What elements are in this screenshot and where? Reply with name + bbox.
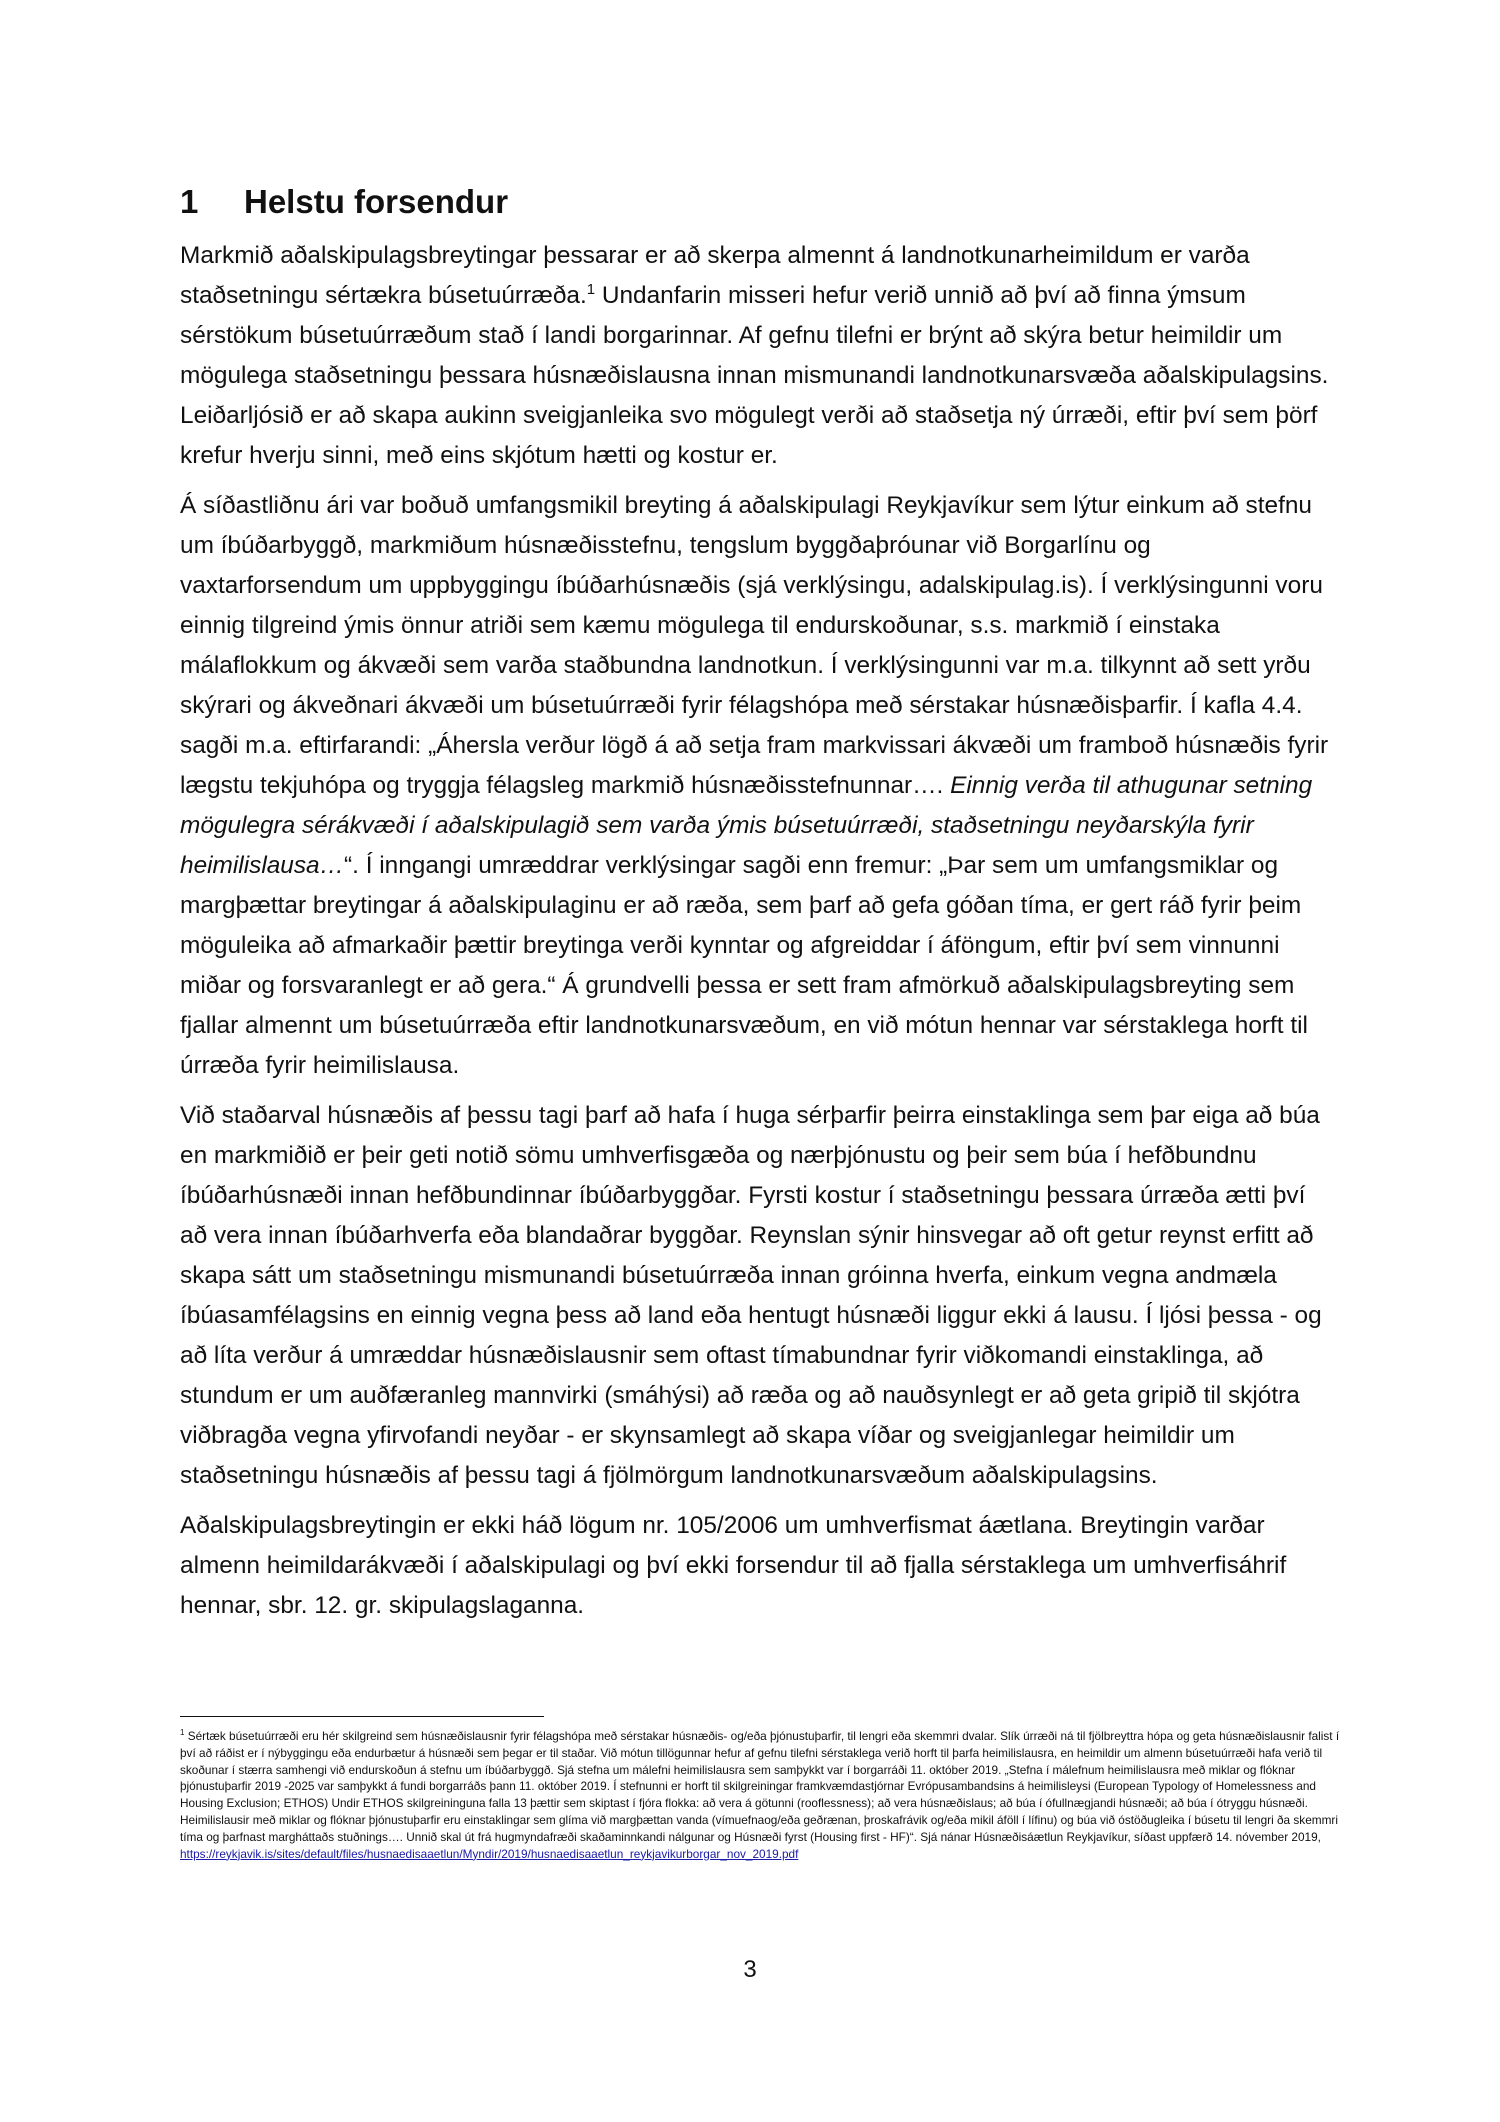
paragraph-2-text-b: “. Í inngangi umræddrar verklýsingar sagði enn fremur: „Þar sem um umfangsmiklar og margþættar breytingar á aðalskipulaginu er að ræða, sem þarf að gefa góðan tíma, er gert ráð fyrir þeim möguleika að afmarkaðir þættir breytinga verði kynntar og afgreiddar í áföngum, eftir því sem vinnunni miðar og forsvaranlegt er að gera.“ Á grundvelli þessa er sett fram afmörkuð aðalskipulagsbreyting sem fjallar almennt um búsetuúrræða eftir landnotkunarsvæðum, en við mótun hennar var sérstaklega horft til úrræða fyrir heimilislausa. (180, 852, 1308, 1079)
paragraph-2 (180, 486, 1330, 1086)
paragraph-1 (180, 236, 1330, 476)
paragraph-1-text-a: Markmið aðalskipulagsbreytingar þessarar er að skerpa almennt á landnotkunarheimildum er varða staðsetningu sértækra búsetuúrræða. (180, 242, 1250, 309)
section-heading (180, 180, 508, 224)
footnote-marker: 1 (180, 1728, 185, 1738)
section-title: Helstu forsendur (244, 183, 509, 220)
footnote-text: Sértæk búsetuúrræði eru hér skilgreind sem húsnæðislausnir fyrir félagshópa með sérstakar húsnæðis- og/eða þjónustuþarfir, til lengri eða skemmri dvalar. Slík úrræði ná til fjölbreyttra hópa og geta húsnæðislausnir falist í því að ráðist er í nýbyggingu eða endurbætur á húsnæði sem þegar er til staðar. Við mótun tillögunnar hefur af gefnu tilefni sérstaklega verið horft til þarfa heimilislausra, en heimildir um almenn búsetuúrræði hafa verið til skoðunar í stærra samhengi við endurskoðun á stefnu um íbúðarbyggð. Sjá stefna um málefni heimilislausra sem samþykkt var í borgarráði 11. október 2019. „Stefna í málefnum heimilislausra með miklar og flóknar þjónustuþarfir 2019 -2025 var samþykkt á fundi borgarráðs þann 11. október 2019. Í stefnunni er horft til skilgreiningar framkvæmdastjórnar Evrópusambandsins á heimilisleysi (European Typology of Homelessness and Housing Exclusion; ETHOS) Undir ETHOS skilgreininguna falla 13 þættir sem skiptast í fjóra flokka: að vera á götunni (rooflessness); að vera húsnæðislaus; að búa í ófullnægjandi húsnæði; að búa í ótryggu húsnæði. Heimilislausir með miklar og flóknar þjónustuþarfir eru einstaklingar sem glíma við margþættan vanda (vímuefnaog/eða geðrænan, þroskafrávik og/eða mikil áföll í lífinu) og búa við óstöðugleika í búsetu til lengri ða skemmri tíma og þarfnast margháttaðs stuðnings…. Unnið skal út frá hugmyndafræði skaðaminnkandi nálgunar og Húsnæði fyrst (Housing first - HF)“. Sjá nánar Húsnæðisáætlun Reykjavíkur, síðast uppfærð 14. nóvember 2019, (180, 1729, 1340, 1844)
section-number: 1 (180, 183, 199, 220)
body-text (180, 236, 1330, 1636)
paragraph-2-italic-quote: Einnig verða til athugunar setning mögulegra sérákvæði í aðalskipulagið sem varða ýmis búsetuúrræði, staðsetningu neyðarskýla fyrir heimilislausa… (180, 772, 1313, 879)
footnote-link[interactable]: https://reykjavik.is/sites/default/files/husnaedisaaetlun/Myndir/2019/husnaedisaaetlun_reykjavikurborgar_nov_2019.pdf (180, 1846, 799, 1861)
paragraph-2-text-a: Á síðastliðnu ári var boðuð umfangsmikil breyting á aðalskipulagi Reykjavíkur sem lýtur einkum að stefnu um íbúðarbyggð, markmiðum húsnæðisstefnu, tengslum byggðaþróunar við Borgarlínu og vaxtarforsendum um uppbyggingu íbúðarhúsnæðis (sjá verklýsingu, adalskipulag.is). Í verklýsingunni voru einnig tilgreind ýmis önnur atriði sem kæmu mögulega til endurskoðunar, s.s. markmið í einstaka málaflokkum og ákvæði sem varða staðbundna landnotkun. Í verklýsingunni var m.a. tilkynnt að sett yrðu skýrari og ákveðnari ákvæði um búsetuúrræði fyrir félagshópa með sérstakar húsnæðisþarfir. Í kafla 4.4. sagði m.a. eftirfarandi: „Áhersla verður lögð á að setja fram markvissari ákvæði um framboð húsnæðis fyrir lægstu tekjuhópa og tryggja félagsleg markmið húsnæðisstefnunnar…. (180, 492, 1329, 799)
footnote-divider (180, 1716, 544, 1717)
page-number: 3 (743, 1956, 757, 1983)
footnote (180, 1728, 1340, 1862)
footnote-reference[interactable]: 1 (586, 280, 596, 298)
paragraph-1-text-b: Undanfarin misseri hefur verið unnið að því að finna ýmsum sérstökum búsetuúrræðum stað í landi borgarinnar. Af gefnu tilefni er brýnt að skýra betur heimildir um mögulega staðsetningu þessara húsnæðislausna innan mismunandi landnotkunarsvæða aðalskipulagsins. Leiðarljósið er að skapa aukinn sveigjanleika svo mögulegt verði að staðsetja ný úrræði, eftir því sem þörf krefur hverju sinni, með eins skjótum hætti og kostur er. (180, 282, 1329, 469)
paragraph-4: Aðalskipulagsbreytingin er ekki háð lögum nr. 105/2006 um umhverfismat áætlana. Breytingin varðar almenn heimildarákvæði í aðalskipulagi og því ekki forsendur til að fjalla sérstaklega um umhverfisáhrif hennar, sbr. 12. gr. skipulagslaganna. (180, 1512, 1287, 1619)
paragraph-3: Við staðarval húsnæðis af þessu tagi þarf að hafa í huga sérþarfir þeirra einstaklinga sem þar eiga að búa en markmiðið er þeir geti notið sömu umhverfisgæða og nærþjónustu og þeir sem búa í hefðbundnu íbúðarhúsnæði innan hefðbundinnar íbúðarbyggðar. Fyrsti kostur í staðsetningu þessara úrræða ætti því að vera innan íbúðarhverfa eða blandaðrar byggðar. Reynslan sýnir hinsvegar að oft getur reynst erfitt að skapa sátt um staðsetningu mismunandi búsetuúrræða innan gróinna hverfa, einkum vegna andmæla íbúasamfélagsins en einnig vegna þess að land eða hentugt húsnæði liggur ekki á lausu. Í ljósi þessa - og að líta verður á umræddar húsnæðislausnir sem oftast tímabundnar fyrir viðkomandi einstaklinga, að stundum er um auðfæranleg mannvirki (smáhýsi) að ræða og að nauðsynlegt er að geta gripið til skjótra viðbragða vegna yfirvofandi neyðar - er skynsamlegt að skapa víðar og sveigjanlegar heimildir um staðsetningu húsnæðis af þessu tagi á fjölmörgum landnotkunarsvæðum aðalskipulagsins. (180, 1102, 1322, 1489)
